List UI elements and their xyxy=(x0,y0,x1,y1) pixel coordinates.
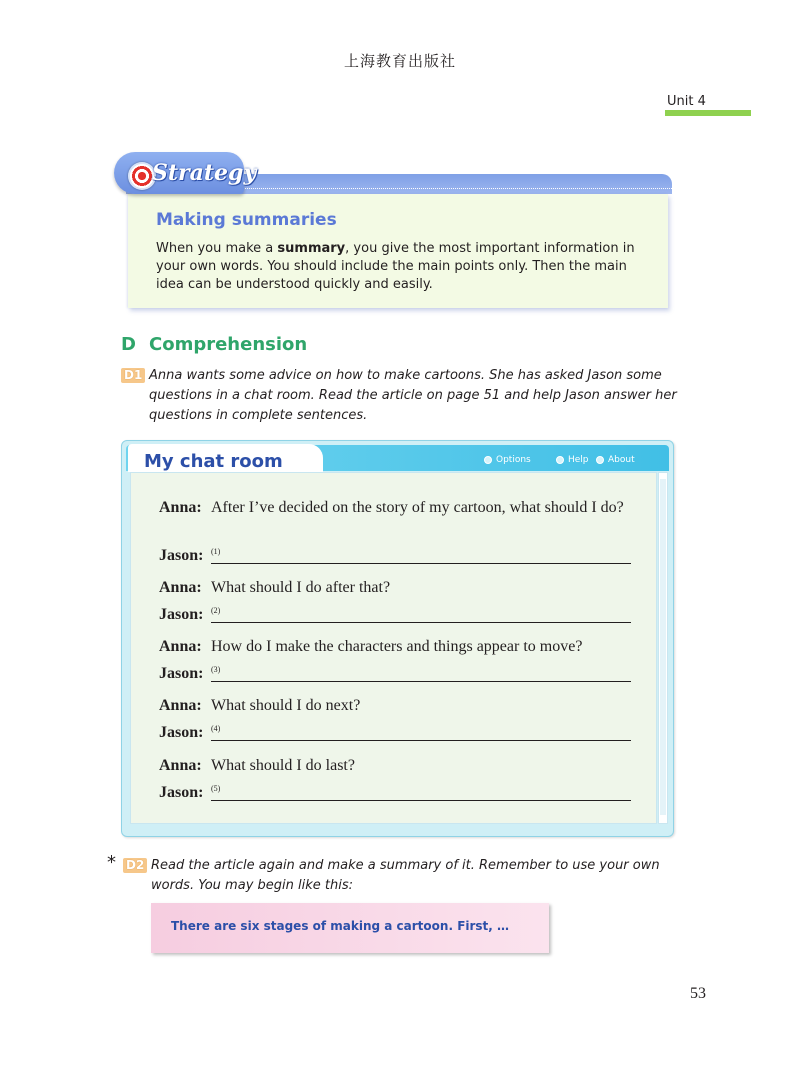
chat-scrollbar[interactable] xyxy=(658,472,668,824)
example-text: There are six stages of making a cartoon. First, … xyxy=(171,919,510,933)
unit-bar xyxy=(665,110,751,116)
radio-icon xyxy=(484,456,492,464)
chat-window xyxy=(121,440,674,837)
responder-label: Jason: xyxy=(159,547,204,564)
speaker-label: Anna: xyxy=(159,499,202,516)
strategy-text-end: , you give the most important information in your own words. You should include the main points only. Then the main idea can be understood quickly and easily. xyxy=(156,241,635,292)
reply-jason-3 xyxy=(159,663,211,684)
d2-instruction: Read the article again and make a summary of it. Remember to use your own words. You may begin like this: xyxy=(151,858,660,893)
strategy-text-bold: summary xyxy=(277,241,346,256)
answer-line-3[interactable] xyxy=(211,681,631,682)
menu-help[interactable] xyxy=(556,455,589,465)
speaker-label: Anna: xyxy=(159,579,202,596)
message-text: What should I do next? xyxy=(211,697,361,714)
responder-label: Jason: xyxy=(159,665,204,682)
message-anna-5 xyxy=(159,755,631,776)
section-title: Comprehension xyxy=(149,334,308,355)
strategy-box xyxy=(106,150,672,314)
answer-line-1[interactable] xyxy=(211,563,631,564)
responder-label: Jason: xyxy=(159,724,204,741)
strategy-text xyxy=(156,240,656,294)
page-number: 53 xyxy=(690,985,706,1002)
chat-title-tab xyxy=(128,444,323,472)
strategy-text-start: When you make a xyxy=(156,241,278,256)
message-text: How do I make the characters and things appear to move? xyxy=(211,638,583,655)
message-anna-4 xyxy=(159,695,631,716)
reply-jason-5 xyxy=(159,782,211,803)
menu-options-label: Options xyxy=(496,455,531,465)
reply-jason-2 xyxy=(159,604,211,625)
menu-about-label: About xyxy=(608,455,635,465)
optional-marker: * xyxy=(107,852,116,873)
answer-number: (1) xyxy=(211,547,221,556)
responder-label: Jason: xyxy=(159,606,204,623)
menu-options[interactable] xyxy=(484,455,531,465)
answer-line-4[interactable] xyxy=(211,740,631,741)
answer-line-2[interactable] xyxy=(211,622,631,623)
answer-line-5[interactable] xyxy=(211,800,631,801)
scroll-thumb[interactable] xyxy=(660,479,666,815)
answer-number: (4) xyxy=(211,724,221,733)
radio-icon xyxy=(596,456,604,464)
speaker-label: Anna: xyxy=(159,697,202,714)
chat-title: My chat room xyxy=(144,451,283,472)
message-anna-2 xyxy=(159,577,631,598)
d1-instruction: Anna wants some advice on how to make cartoons. She has asked Jason some questions in a chat room. Read the article on page 51 and help Jason answer her questions in complete sentences. xyxy=(149,368,677,423)
strategy-heading: Making summaries xyxy=(156,210,337,230)
strategy-badge-text: Strategy xyxy=(152,160,257,186)
reply-jason-1 xyxy=(159,545,211,566)
d1-badge: D1 xyxy=(121,368,145,383)
menu-help-label: Help xyxy=(568,455,589,465)
answer-number: (3) xyxy=(211,665,221,674)
radio-icon xyxy=(556,456,564,464)
message-text: After I’ve decided on the story of my cartoon, what should I do? xyxy=(211,499,624,516)
reply-jason-4 xyxy=(159,722,211,743)
strategy-tab xyxy=(114,152,257,194)
unit-label: Unit 4 xyxy=(667,94,706,109)
section-letter: D xyxy=(121,334,136,355)
menu-about[interactable] xyxy=(596,455,635,465)
d2-badge: D2 xyxy=(123,858,147,873)
speaker-label: Anna: xyxy=(159,757,202,774)
message-anna-1 xyxy=(159,497,631,518)
publisher-name: 上海教育出版社 xyxy=(343,52,456,70)
strategy-divider xyxy=(234,188,674,189)
example-box xyxy=(151,903,549,953)
answer-number: (2) xyxy=(211,606,221,615)
responder-label: Jason: xyxy=(159,784,204,801)
message-text: What should I do last? xyxy=(211,757,355,774)
speaker-label: Anna: xyxy=(159,638,202,655)
message-anna-3 xyxy=(159,636,631,657)
message-text: What should I do after that? xyxy=(211,579,391,596)
answer-number: (5) xyxy=(211,784,221,793)
